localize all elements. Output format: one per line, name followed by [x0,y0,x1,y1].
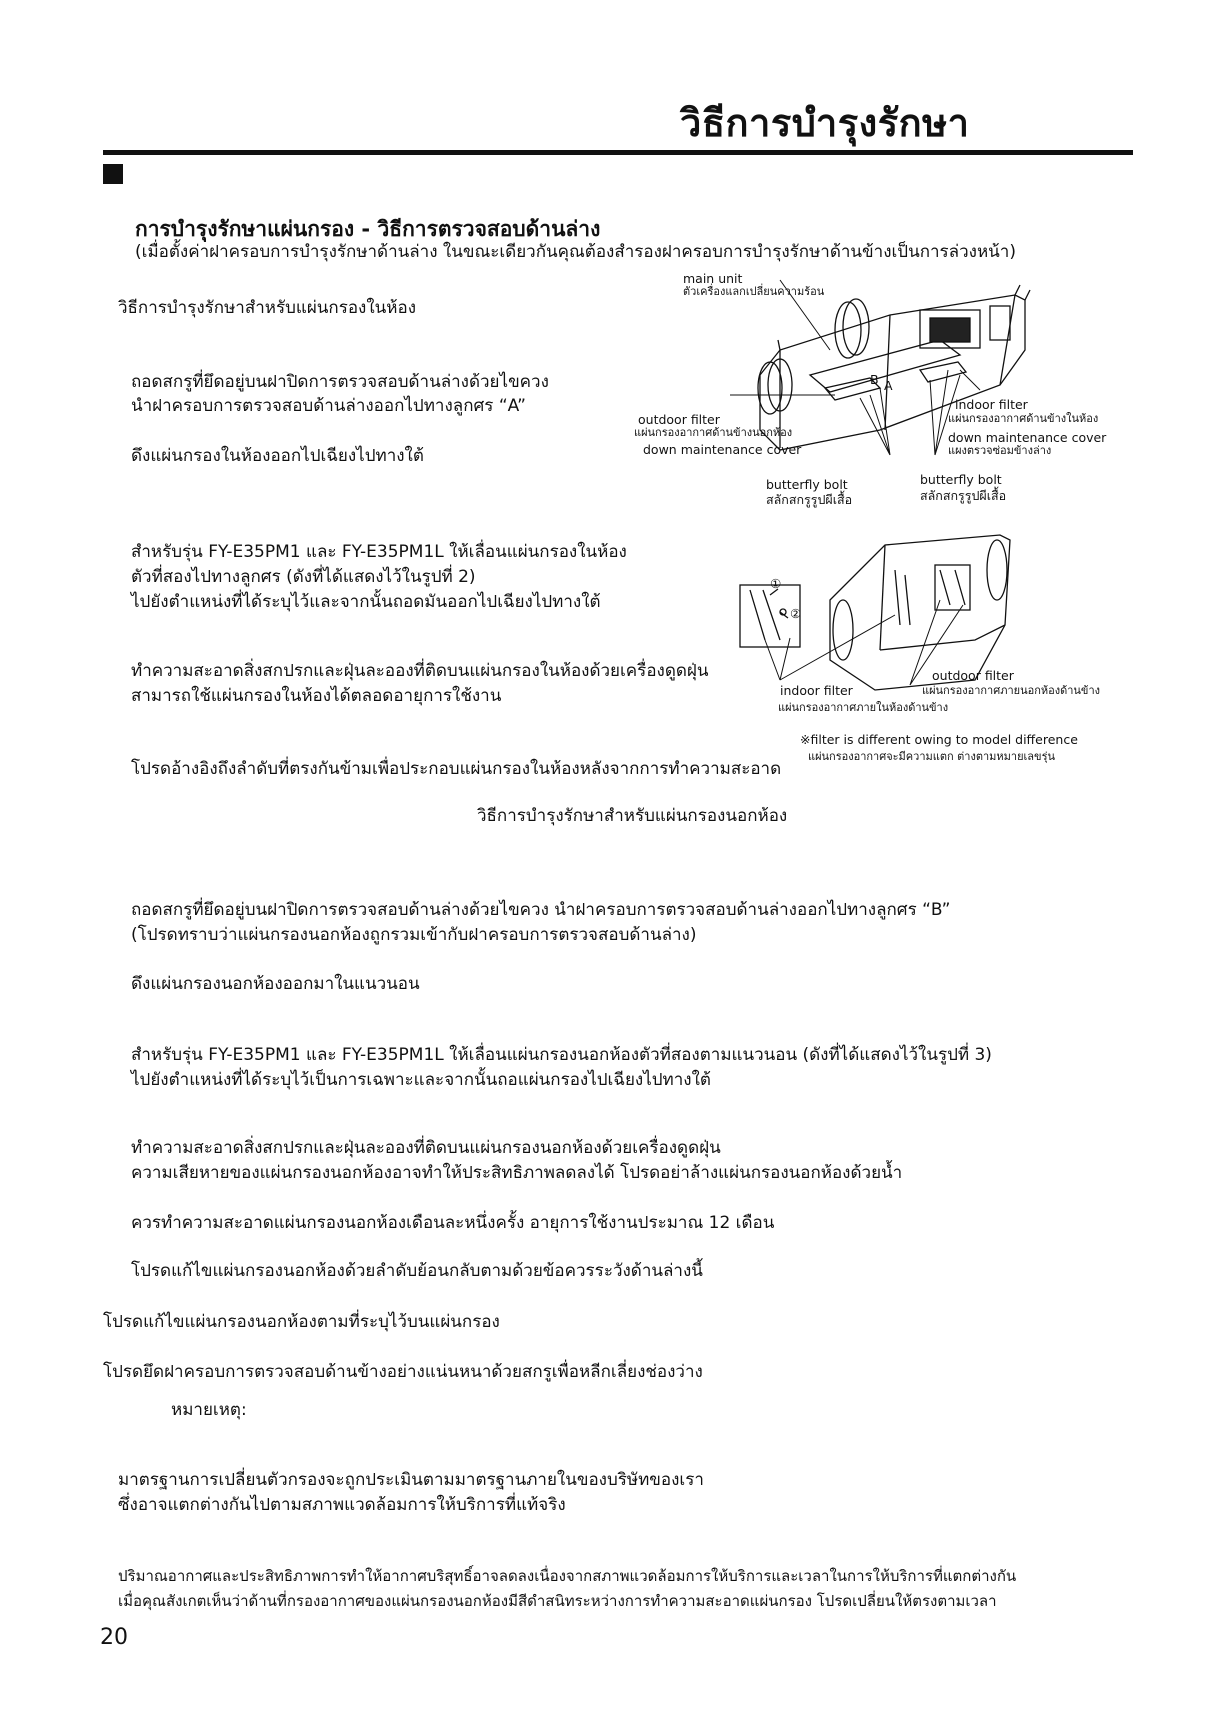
fig1-mark-a: A [884,378,893,393]
indoor-step4-line1: ทำความสะอาดสิ่งสกปรกและฝุ่นละอองที่ติดบนแผ่นกรองในห้องด้วยเครื่องดูดฝุ่น [131,661,709,681]
indoor-step2: ดึงแผ่นกรองในห้องออกไปเฉียงไปทางใต้ [131,446,424,466]
note1-line2: ซึ่งอาจแตกต่างกันไปตามสภาพแวดล้อมการให้บริการที่แท้จริง [118,1495,566,1515]
figure-main-unit-diagram [630,270,1150,520]
page-number: 20 [100,1625,128,1650]
section-marker [103,164,123,184]
outdoor-caution1: โปรดแก้ไขแผ่นกรองนอกห้องตามที่ระบุไว้บนแผ่นกรอง [103,1312,500,1332]
outdoor-step1-line1: ถอดสกรูที่ยึดอยู่บนฝาปิดการตรวจสอบด้านล่างด้วยไขควง นำฝาครอบการตรวจสอบด้านล่างออกไปทางลูกศร “B” [131,900,951,920]
fig2-note-en: ※filter is different owing to model difference [800,732,1078,747]
indoor-step3-line3: ไปยังตำแหน่งที่ได้ระบุไว้และจากนั้นถอดมันออกไปเฉียงไปทางใต้ [131,592,601,612]
fig1-down-cover-right-th: แผงตรวจซ่อมข้างล่าง [948,444,1052,457]
fig2-indoor-filter-th: แผ่นกรองอากาศภายในห้องด้านข้าง [778,701,949,714]
fig1-main-unit-th: ตัวเครื่องแลกเปลี่ยนความร้อน [683,285,825,298]
outdoor-caution2: โปรดยึดฝาครอบการตรวจสอบด้านข้างอย่างแน่นหนาด้วยสกรูเพื่อหลีกเลี่ยงช่องว่าง [103,1362,703,1382]
fig1-down-cover-right-en: down maintenance cover [948,430,1107,445]
outdoor-step4-line2: ความเสียหายของแผ่นกรองนอกห้องอาจทำให้ประสิทธิภาพลดลงได้ โปรดอย่าล้างแผ่นกรองนอกห้องด้วยน้ำ [131,1163,903,1183]
fig1-butterfly-left-th: สลักสกรูรูปผีเสื้อ [766,492,853,507]
fig2-note-th: แผ่นกรองอากาศจะมีความแตก ต่างตามหมายเลขรุ่น [808,750,1055,763]
fig1-outdoor-filter-th: แผ่นกรองอากาศด้านข้างนอกห้อง [634,426,793,439]
fig1-indoor-filter-th: แผ่นกรองอากาศด้านข้างในห้อง [948,412,1099,425]
indoor-step3-line1: สำหรับรุ่น FY-E35PM1 และ FY-E35PM1L ให้เลื่อนแผ่นกรองในห้อง [131,542,627,562]
outdoor-step6: โปรดแก้ไขแผ่นกรองนอกห้องด้วยลำดับย้อนกลับตามด้วยข้อควรระวังด้านล่างนี้ [131,1261,703,1281]
note2-line2: เมื่อคุณสังเกตเห็นว่าด้านที่กรองอากาศของแผ่นกรองนอกห้องมีสีดำสนิทระหว่างการทำความสะอาดแผ่นกรอง โปรดเปลี่ยนให้ตรงตามเวลา [118,1592,997,1610]
fig2-mark-1: ① [770,576,782,591]
fig2-mark-2: ② [790,606,802,621]
outdoor-step4-line1: ทำความสะอาดสิ่งสกปรกและฝุ่นละอองที่ติดบนแผ่นกรองนอกห้องด้วยเครื่องดูดฝุ่น [131,1138,721,1158]
outdoor-step3-line2: ไปยังตำแหน่งที่ได้ระบุไว้เป็นการเฉพาะและจากนั้นถอแผ่นกรองไปเฉียงไปทางใต้ [131,1070,711,1090]
indoor-step5: โปรดอ้างอิงถึงลำดับที่ตรงกันข้ามเพื่อประกอบแผ่นกรองในห้องหลังจากการทำความสะอาด [131,759,782,779]
fig1-butterfly-right-th: สลักสกรูรูปผีเสื้อ [920,488,1007,503]
note1-line1: มาตรฐานการเปลี่ยนตัวกรองจะถูกประเมินตามมาตรฐานภายในของบริษัทของเรา [118,1470,704,1490]
notes-label: หมายเหตุ: [171,1400,247,1420]
fig1-mark-b: B [870,372,879,387]
outdoor-step5: ควรทำความสะอาดแผ่นกรองนอกห้องเดือนละหนึ่งครั้ง อายุการใช้งานประมาณ 12 เดือน [131,1213,775,1233]
fig1-outdoor-filter-en: outdoor filter [638,412,720,427]
section-heading: การบำรุงรักษาแผ่นกรอง - วิธีการตรวจสอบด้านล่าง [135,217,601,241]
indoor-step1-line2: นำฝาครอบการตรวจสอบด้านล่างออกไปทางลูกศร “A” [131,396,526,416]
fig2-outdoor-filter-en: outdoor filter [932,668,1014,683]
header-rule [103,150,1133,155]
fig2-indoor-filter-en: indoor filter [780,683,853,698]
section-subheading: (เมื่อตั้งค่าฝาครอบการบำรุงรักษาด้านล่าง ในขณะเดียวกันคุณต้องสำรองฝาครอบการบำรุงรักษาด้านข้างเป็นการล่วงหน้า) [135,242,1016,262]
indoor-step4-line2: สามารถใช้แผ่นกรองในห้องได้ตลอดอายุการใช้งาน [131,686,502,706]
fig2-outdoor-filter-th: แผ่นกรองอากาศภายนอกห้องด้านข้าง [922,684,1100,697]
fig1-butterfly-left-en: butterfly bolt [766,477,848,492]
fig1-butterfly-right-en: butterfly bolt [920,472,1002,487]
page-title: วิธีการบำรุงรักษา [680,101,970,145]
outdoor-step1-line2: (โปรดทราบว่าแผ่นกรองนอกห้องถูกรวมเข้ากับฝาครอบการตรวจสอบด้านล่าง) [131,925,697,945]
outdoor-step2: ดึงแผ่นกรองนอกห้องออกมาในแนวนอน [131,974,420,994]
outdoor-step3-line1: สำหรับรุ่น FY-E35PM1 และ FY-E35PM1L ให้เลื่อนแผ่นกรองนอกห้องตัวที่สองตามแนวนอน (ดังที่ได้แสดงไว้ในรูปที่ 3) [131,1045,992,1065]
fig1-down-cover-left-en: down maintenance cover [643,442,802,457]
fig1-main-unit-en: main unit [683,271,743,286]
indoor-step3-line2: ตัวที่สองไปทางลูกศร (ดังที่ได้แสดงไว้ในรูปที่ 2) [131,567,476,587]
fig1-indoor-filter-en: indoor filter [955,397,1028,412]
indoor-title: วิธีการบำรุงรักษาสำหรับแผ่นกรองในห้อง [118,298,416,318]
indoor-step1-line1: ถอดสกรูที่ยึดอยู่บนฝาปิดการตรวจสอบด้านล่างด้วยไขควง [131,372,549,392]
note2-line1: ปริมาณอากาศและประสิทธิภาพการทำให้อากาศบริสุทธิ์อาจลดลงเนื่องจากสภาพแวดล้อมการให้บริการและเวลาในการให้บริการที่แตกต่างกัน [118,1567,1017,1585]
outdoor-title: วิธีการบำรุงรักษาสำหรับแผ่นกรองนอกห้อง [477,806,788,826]
